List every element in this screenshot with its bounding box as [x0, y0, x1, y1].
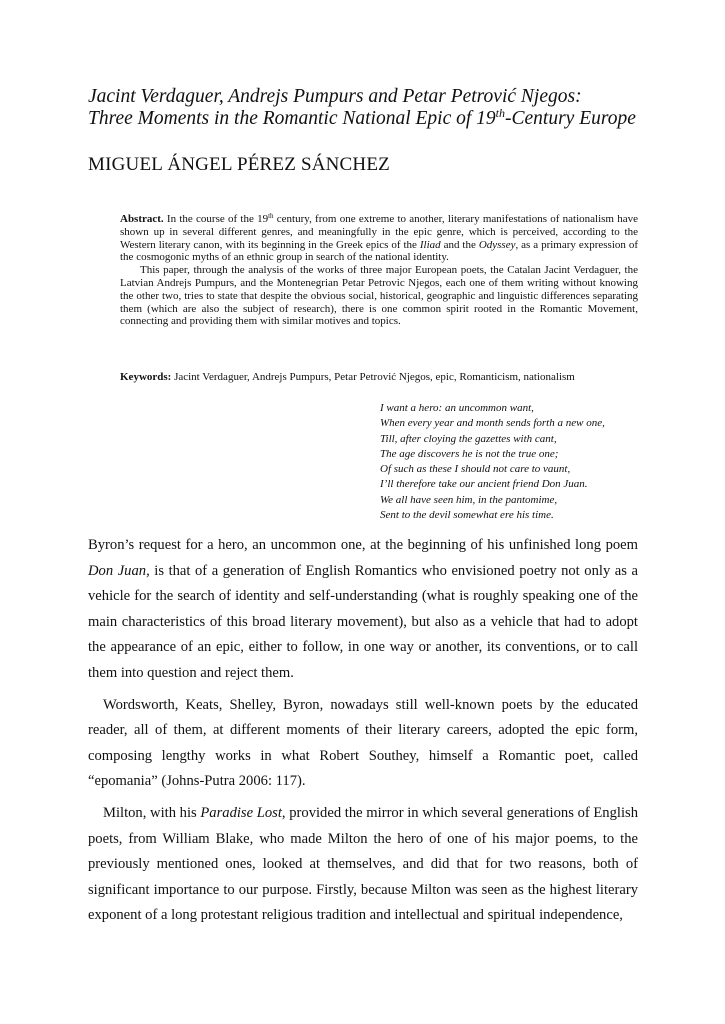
paper-title: [88, 86, 688, 130]
epigraph: [380, 401, 660, 523]
abstract-text: , as a primary expression of the cosmogonic myths of an ethnic group in search of the national identity.: [120, 238, 639, 264]
abstract-text: century, from one extreme to another, literary manifestations of nationalism have shown up in several different genres, and meaningfully in the epic genre, which is perceived, according to the Western literary canon, with its beginning in the Greek epics of the: [120, 213, 638, 251]
body-paragraph-1: [88, 533, 638, 687]
body-italic-title: Don Juan: [88, 562, 147, 579]
body-paragraph-3: [88, 801, 638, 929]
body-text-span: Byron’s request for a hero, an uncommon one, at the beginning of his unfinished long poem: [88, 537, 638, 553]
title-line-2-end: -Century Europe: [505, 108, 636, 129]
abstract-paragraph-2: This paper, through the analysis of the works of three major European poets, the Catalan Jacint Verdaguer, the Latvian Andrejs Pumpurs, and the Montenegrian Petar Petrovic Njegos, each one of them writing without knowing the other two, tries to state that despite the obvious social, historical, geographic and linguistic differences separating them (which are also the subject of research), there is one common spirit rooted in the Romantic Movement, connecting and providing them with similar motives and topics.: [120, 264, 638, 328]
abstract-text: and the: [440, 238, 479, 251]
body-text-span: Milton, with his: [103, 804, 201, 821]
keywords-label: Keywords:: [120, 371, 172, 383]
epigraph-line: We all have seen him, in the pantomime,: [380, 493, 558, 506]
title-line-2: [88, 108, 688, 130]
body-text: [88, 533, 638, 935]
author-name: MIGUEL ÁNGEL PÉREZ SÁNCHEZ: [88, 154, 390, 175]
keywords-text: Jacint Verdaguer, Andrejs Pumpurs, Petar Petrović Njegos, epic, Romanticism, nationalism: [171, 371, 575, 383]
abstract-label: Abstract.: [120, 213, 164, 225]
title-line-2-text: Three Moments in the Romantic National Epic of 19: [88, 108, 496, 129]
epigraph-line: I want a hero: an uncommon want,: [380, 402, 534, 414]
abstract-italic-title: Odyssey: [478, 238, 516, 251]
keywords: [120, 371, 660, 384]
title-line-1: Jacint Verdaguer, Andrejs Pumpurs and Petar Petrović Njegos:: [88, 86, 582, 107]
epigraph-line: The age discovers he is not the true one;: [380, 447, 559, 460]
abstract-superscript: th: [268, 212, 274, 220]
epigraph-line: Sent to the devil somewhat ere his time.: [380, 509, 554, 522]
abstract-text: In the course of the 19: [163, 213, 269, 225]
abstract-paragraph-1: [120, 213, 638, 264]
epigraph-line: Till, after cloying the gazettes with cant,: [380, 432, 557, 445]
title-superscript: th: [495, 106, 505, 120]
body-text-span: , provided the mirror in which several generations of English poets, from William Blake, who made Milton the hero of one of his major poems, to the previously mentioned ones, looked at themselves, and did that for two reasons, both of significant importance to our purpose. Firstly, because Milton was seen as the highest literary exponent of a long protestant religious tradition and intellectual and spiritual independence,: [88, 804, 638, 924]
abstract-italic-title: Iliad: [419, 238, 441, 251]
epigraph-line: Of such as these I should not care to vaunt,: [380, 463, 571, 476]
abstract: [120, 213, 638, 328]
epigraph-line: I’ll therefore take our ancient friend Don Juan.: [380, 478, 588, 491]
epigraph-line: When every year and month sends forth a new one,: [380, 417, 605, 430]
body-text-span: , is that of a generation of English Romantics who envisioned poetry not only as a vehicle for the search of identity and self-understanding (what is roughly speaking one of the main characteristics of this broad literary movement), but also as a vehicle that had to adopt the appearance of an epic, either to follow, in one way or another, its conventions, or to call them into question and reject them.: [88, 562, 638, 681]
body-italic-title: Paradise Lost: [200, 804, 282, 821]
body-paragraph-2: Wordsworth, Keats, Shelley, Byron, nowadays still well-known poets by the educated reader, all of them, at different moments of their literary careers, adopted the epic form, composing lengthy works in what Robert Southey, himself a Romantic poet, called “epomania” (Johns-Putra 2006: 117).: [88, 696, 638, 790]
